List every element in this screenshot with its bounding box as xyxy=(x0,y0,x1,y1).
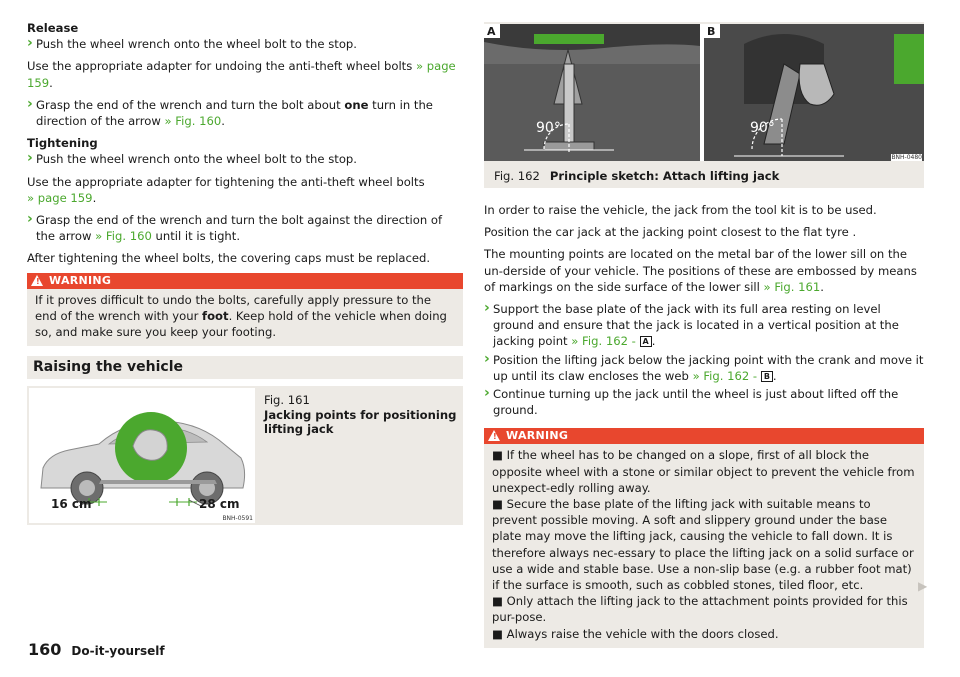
fig161-dim-right: 28 cm xyxy=(199,497,240,512)
warning-box-left xyxy=(27,273,463,347)
release-step-1: › Push the wheel wrench onto the wheel bolt to the stop. xyxy=(27,36,463,52)
fig-161-link[interactable]: » Fig. 161 xyxy=(763,279,821,294)
mounting-points-paragraph: The mounting points are located on the metal bar of the lower sill on the un-derside of your vehicle. The positions of these are embossed by means of markings on the side surface of the lower sill » Fig. 161. xyxy=(484,247,917,294)
warning-bullets xyxy=(484,444,924,647)
release-adapter-paragraph: Use the appropriate adapter for undoing the anti-theft wheel bolts » page 159. xyxy=(27,59,456,90)
warning-bullet: ■ Always raise the vehicle with the doors closed. xyxy=(492,626,779,641)
jack-step-2: › Position the lifting jack below the jacking point with the crank and move it up until its claw encloses the web » Fig. 162 - B . xyxy=(484,352,924,384)
warning-bullet: ■ If the wheel has to be changed on a slope, first of all block the opposite wheel with a stone or similar object to prevent the vehicle from unexpect-edly rolling away. xyxy=(492,448,915,495)
tightening-step-1: › Push the wheel wrench onto the wheel bolt to the stop. xyxy=(27,151,463,167)
jack-step-1: › Support the base plate of the jack with its full area resting on level ground and ensure that the jack is located in a vertical position at the jacking point » Fig. 162 - A . xyxy=(484,301,924,350)
lifting-jack-images xyxy=(484,24,924,161)
release-step-2: › Grasp the end of the wrench and turn the bolt about one turn in the direction of the arrow » Fig. 160. xyxy=(27,97,463,129)
car-jacking-points-image xyxy=(29,388,255,523)
tightening-adapter-paragraph: Use the appropriate adapter for tightening the anti-theft wheel bolts » page 159. xyxy=(27,174,425,205)
figure-161-caption xyxy=(264,393,459,437)
tightening-heading: Tightening xyxy=(27,136,98,151)
figure-a-badge: A xyxy=(640,336,652,347)
jack-position-paragraph: Position the car jack at the jacking point closest to the flat tyre . xyxy=(484,225,857,240)
page-number: 160 xyxy=(28,640,62,659)
fig162-title: Principle sketch: Attach lifting jack xyxy=(549,169,780,183)
figure-162 xyxy=(484,22,924,188)
jack-intro-paragraph: In order to raise the vehicle, the jack from the tool kit is to be used. xyxy=(484,203,877,217)
warning-label: WARNING xyxy=(49,273,112,287)
fig162-label-a: A xyxy=(487,25,496,38)
left-column xyxy=(27,20,463,525)
page-159-link-2[interactable]: » page 159 xyxy=(27,190,93,205)
fig162-angle-a: 90° xyxy=(536,120,561,136)
warning-header: ! WARNING xyxy=(27,273,463,289)
section-title: Raising the vehicle xyxy=(27,356,463,379)
fig162-angle-b: 90° xyxy=(750,120,775,136)
figure-162-caption xyxy=(494,168,779,184)
release-heading: Release xyxy=(27,21,79,35)
fig162-number: Fig. 162 xyxy=(494,169,540,183)
page-footer xyxy=(28,642,165,659)
warning-bullet: ■ Only attach the lifting jack to the attachment points provided for this pur-pose. xyxy=(492,594,908,625)
fig161-dim-left: 16 cm xyxy=(51,497,92,512)
warning-header-right: ! WARNING xyxy=(484,428,924,444)
fig-162-link-2[interactable]: » Fig. 162 xyxy=(692,368,750,383)
warning-bullet: ■ Secure the base plate of the lifting jack with suitable means to prevent possible moving. A soft and slippery ground under the base plate may move the lifting jack, causing the vehicle to fall down. It is therefore always nec-essary to place the lifting jack on a solid surface or use a wide and stable base. Use a non-slip base (e.g. a rubber foot mat) if the surface is smooth, such as cobbled stones, tiled floor, etc. xyxy=(492,497,914,593)
tightening-step-2: › Grasp the end of the wrench and turn the bolt against the direction of the arrow » Fig. 160 until it is tight. xyxy=(27,212,463,244)
fig161-number: Fig. 161 xyxy=(264,393,310,408)
chapter-title: Do-it-yourself xyxy=(71,644,165,658)
figure-161 xyxy=(27,386,463,525)
warning-text: If it proves difficult to undo the bolts, carefully apply pressure to the end of the wrench with your foot. Keep hold of the vehicle when doing so, and make sure you keep your footing. xyxy=(35,292,447,340)
caps-paragraph: After tightening the wheel bolts, the covering caps must be replaced. xyxy=(27,251,431,266)
fig162-code: BNH-0480 xyxy=(891,154,922,161)
figure-b-badge: B xyxy=(761,371,773,382)
jack-step-3: › Continue turning up the jack until the wheel is just about lifted off the ground. xyxy=(484,386,924,418)
warning-box-right xyxy=(484,428,924,647)
fig-162-link[interactable]: » Fig. 162 xyxy=(571,334,628,349)
right-column xyxy=(484,22,924,658)
fig162-label-b: B xyxy=(707,25,716,38)
warning-label-right: WARNING xyxy=(506,429,569,443)
continue-arrow-icon: ▶ xyxy=(918,579,928,593)
fig-160-link[interactable]: » Fig. 160 xyxy=(164,114,222,129)
page-159-link[interactable]: » page 159 xyxy=(27,59,456,90)
fig161-title: Jacking points for positioning lifting jack xyxy=(264,407,457,437)
fig161-code: BNH-0591 xyxy=(222,515,253,523)
fig-160-link-2[interactable]: » Fig. 160 xyxy=(95,229,152,244)
